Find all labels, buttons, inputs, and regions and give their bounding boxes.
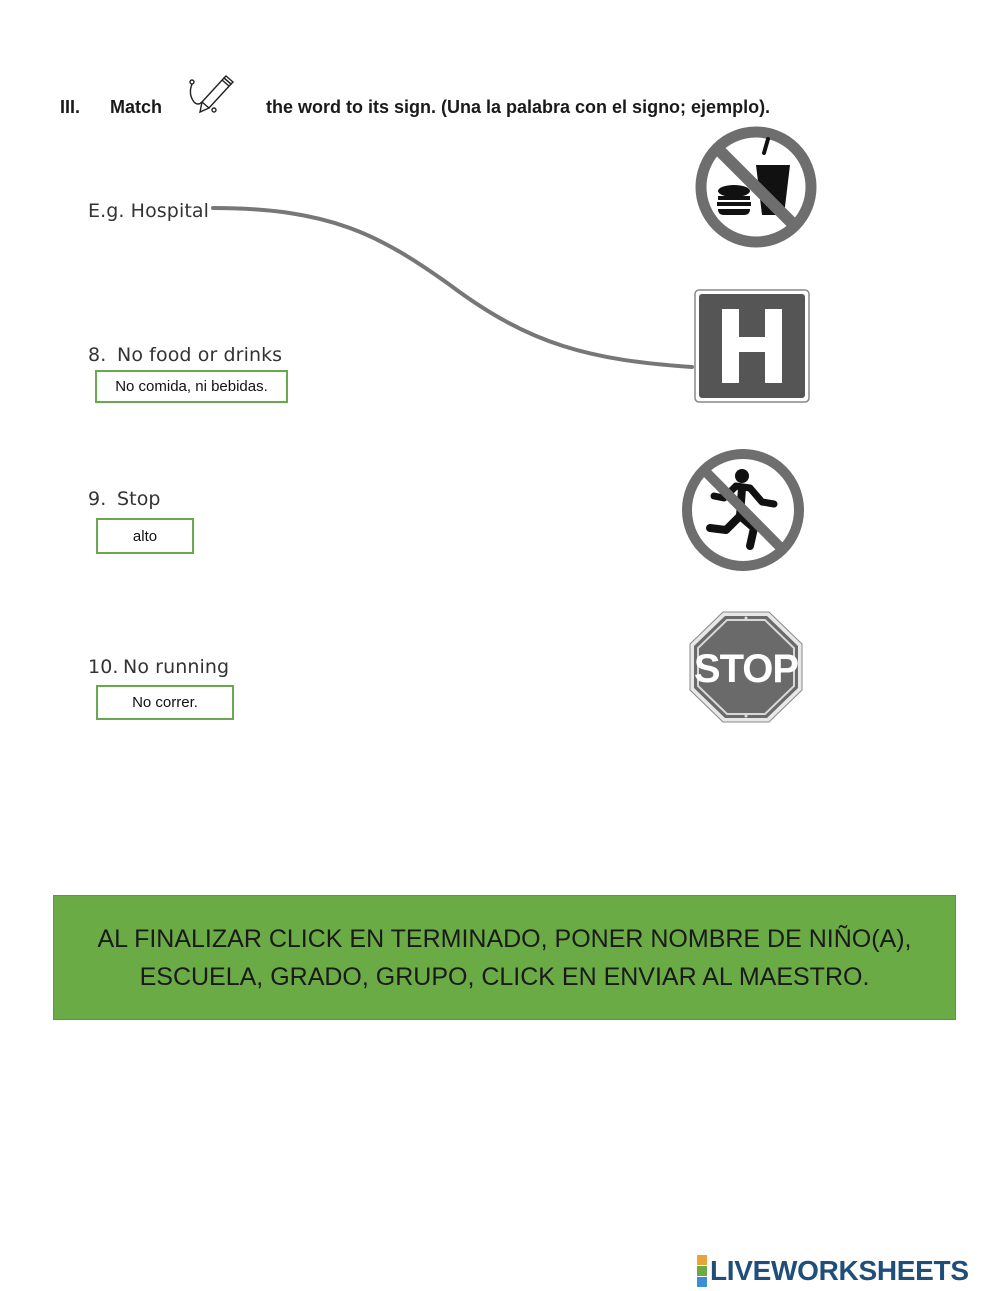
no-running-sign-icon[interactable] xyxy=(680,446,807,574)
item-8-label: No food or drinks xyxy=(117,344,283,366)
no-food-drinks-sign-icon[interactable] xyxy=(694,125,818,249)
item-10-number: 10. xyxy=(88,656,119,678)
instruction-text: the word to its sign. (Una la palabra con el signo; ejemplo). xyxy=(266,97,771,117)
item-9-label: Stop xyxy=(117,488,161,510)
item-9-number: 9. xyxy=(88,488,107,510)
hospital-sign-icon[interactable] xyxy=(694,289,810,403)
section-number: III. xyxy=(60,97,81,117)
stop-sign-icon[interactable] xyxy=(689,611,803,723)
item-8-number: 8. xyxy=(88,344,107,366)
item-9-answer-field[interactable]: alto xyxy=(96,518,194,554)
instructions-banner xyxy=(53,895,956,1020)
banner-line-1: AL FINALIZAR CLICK EN TERMINADO, PONER NOMBRE DE NIÑO(A), xyxy=(97,924,912,953)
match-word: Match xyxy=(110,97,163,117)
example-item-label: E.g. Hospital xyxy=(88,200,210,222)
item-10-label: No running xyxy=(123,656,230,678)
stop-sign-text: STOP xyxy=(693,647,799,691)
banner-line-2: ESCUELA, GRADO, GRUPO, CLICK EN ENVIAR AL MAESTRO. xyxy=(139,962,870,991)
example-match-line xyxy=(0,0,1000,420)
item-10-answer-field[interactable]: No correr. xyxy=(96,685,234,720)
logo-blocks-icon xyxy=(697,1255,707,1287)
liveworksheets-logo[interactable] xyxy=(697,1255,969,1287)
item-8-answer-field[interactable]: No comida, ni bebidas. xyxy=(95,370,288,403)
logo-text: LIVEWORKSHEETS xyxy=(710,1255,969,1286)
